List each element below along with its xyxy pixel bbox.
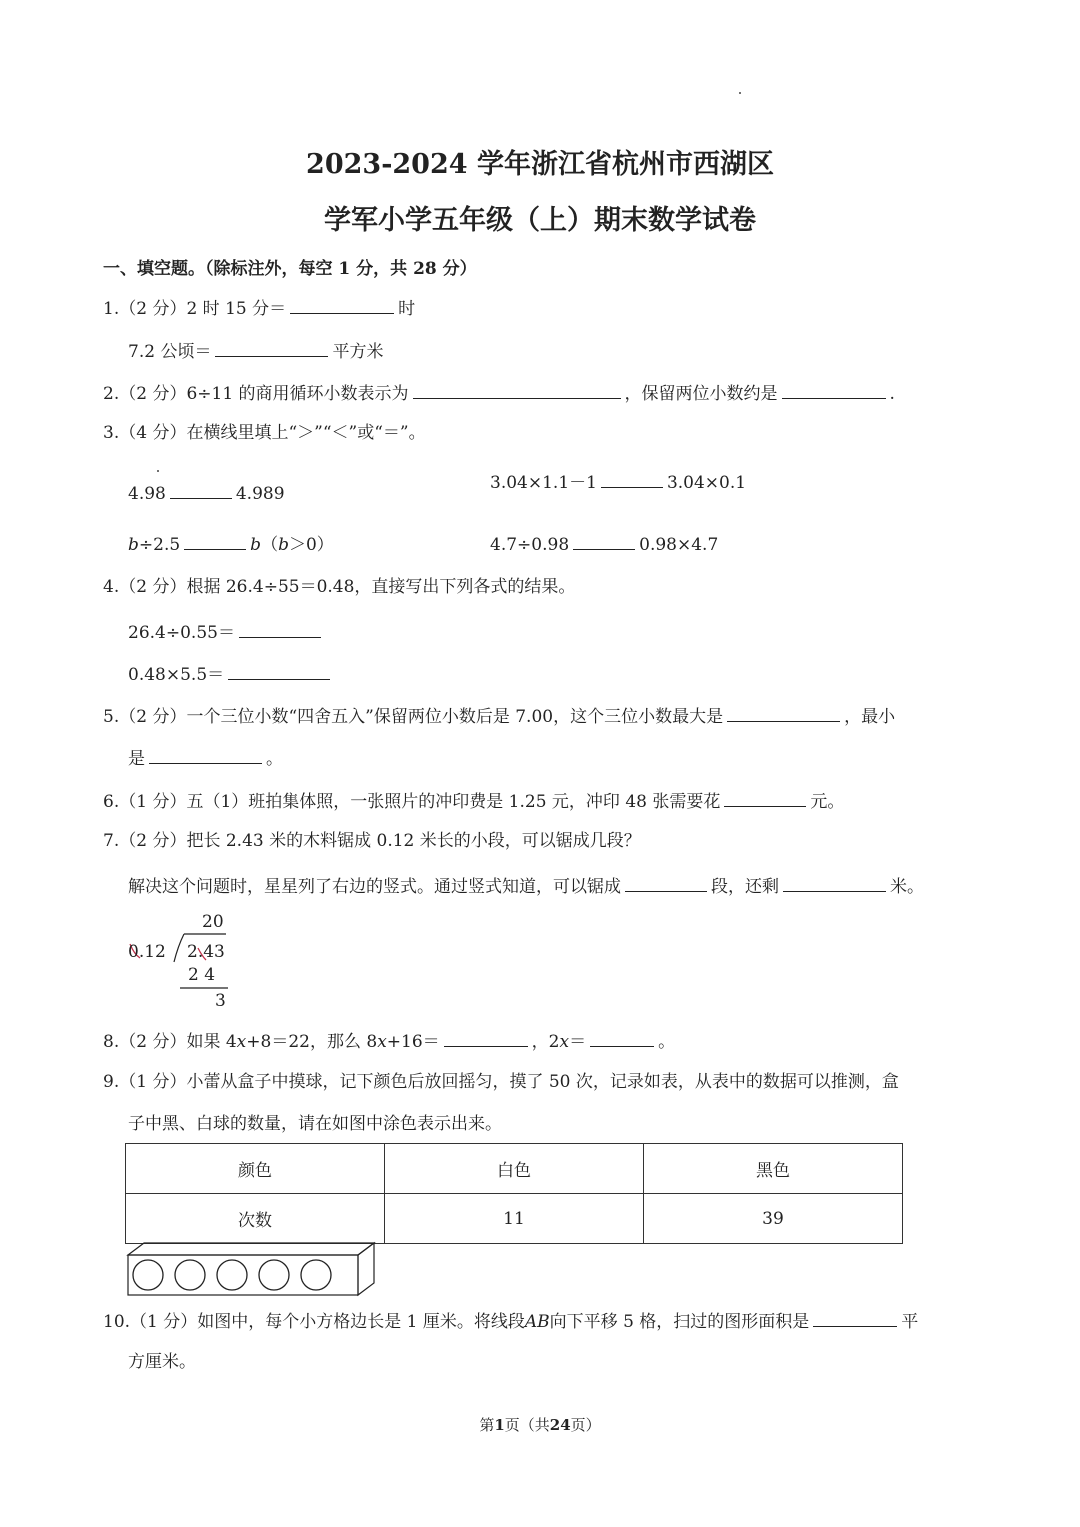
question-3-expr-1: 4.98 4.989	[128, 480, 285, 505]
total-page-number: 24	[549, 1416, 571, 1434]
table-header-cell: 颜色	[126, 1144, 385, 1194]
answer-blank[interactable]	[724, 788, 806, 807]
ball-circle[interactable]	[133, 1260, 163, 1290]
table-header-cell: 白色	[385, 1144, 644, 1194]
answer-blank[interactable]	[215, 338, 328, 357]
question-4-b: 0.48×5.5＝	[128, 661, 334, 686]
repeating-decimal-dot	[157, 470, 159, 472]
division-dividend: 2.43	[187, 942, 225, 962]
question-10-line1: 10.（1 分）如图中，每个小方格边长是 1 厘米。将线段AB向下平移 5 格，扫过的图形面积是 平	[103, 1308, 918, 1333]
question-9-line1: 9.（1 分）小蕾从盒子中摸球，记下颜色后放回摇匀，摸了 50 次，记录如表，从表中的数据可以推测，盒	[103, 1072, 899, 1092]
table-row	[126, 1194, 903, 1244]
question-9-line2: 子中黑、白球的数量，请在如图中涂色表示出来。	[128, 1114, 502, 1134]
division-remainder: 3	[215, 991, 226, 1011]
question-4-stem: 4.（2 分）根据 26.4÷55＝0.48，直接写出下列各式的结果。	[103, 577, 576, 597]
division-product: 2 4	[188, 965, 216, 985]
scan-dot	[739, 92, 741, 94]
ball-circle[interactable]	[175, 1260, 205, 1290]
question-7-line2: 解决这个问题时，星星列了右边的竖式。通过竖式知道，可以锯成 段，还剩 米。	[128, 873, 924, 898]
answer-blank[interactable]	[783, 873, 886, 892]
question-6: 6.（1 分）五（1）班拍集体照，一张照片的冲印费是 1.25 元，冲印 48 张需要花 元。	[103, 788, 844, 813]
answer-blank[interactable]	[239, 619, 321, 638]
answer-blank[interactable]	[601, 469, 663, 488]
question-3-expr-4: 4.7÷0.98 0.98×4.7	[490, 531, 718, 556]
answer-blank[interactable]	[727, 703, 840, 722]
answer-blank[interactable]	[228, 661, 330, 680]
answer-blank[interactable]	[149, 745, 262, 764]
answer-blank[interactable]	[590, 1028, 654, 1047]
answer-blank[interactable]	[170, 480, 232, 499]
question-3-expr-2: 3.04×1.1－1 3.04×0.1	[490, 469, 746, 494]
ball-circle[interactable]	[301, 1260, 331, 1290]
answer-blank[interactable]	[290, 295, 394, 314]
exam-title-line1: 2023-2024 学年浙江省杭州市西湖区	[306, 149, 774, 180]
ball-box-figure	[126, 1241, 378, 1299]
division-divisor: 0.12	[128, 942, 166, 962]
section-heading: 一、填空题。（除标注外，每空 1 分，共 28 分）	[103, 259, 477, 279]
answer-blank[interactable]	[782, 380, 886, 399]
answer-blank[interactable]	[813, 1308, 897, 1327]
answer-blank[interactable]	[413, 380, 621, 399]
ball-count-table	[125, 1143, 903, 1244]
ball-circle[interactable]	[259, 1260, 289, 1290]
table-row	[126, 1144, 903, 1194]
question-4-a: 26.4÷0.55＝	[128, 619, 325, 644]
question-7-stem: 7.（2 分）把长 2.43 米的木料锯成 0.12 米长的小段，可以锯成几段？	[103, 831, 641, 851]
question-1-a: 1.（2 分）2 时 15 分＝ 时	[103, 295, 415, 320]
answer-blank[interactable]	[444, 1028, 528, 1047]
answer-blank[interactable]	[184, 531, 246, 550]
question-1-b: 7.2 公顷＝ 平方米	[128, 338, 383, 363]
table-cell: 次数	[126, 1194, 385, 1244]
ball-circle[interactable]	[217, 1260, 247, 1290]
table-cell: 39	[644, 1194, 903, 1244]
division-quotient: 20	[202, 912, 224, 932]
table-cell: 11	[385, 1194, 644, 1244]
question-2: 2.（2 分）6÷11 的商用循环小数表示为 ，保留两位小数约是 .	[103, 380, 895, 405]
answer-blank[interactable]	[625, 873, 707, 892]
question-10-line2: 方厘米。	[128, 1352, 196, 1372]
current-page-number: 1	[494, 1416, 505, 1434]
table-header-cell: 黑色	[644, 1144, 903, 1194]
page-footer: 第1页（共24页）	[479, 1416, 601, 1434]
question-5-line2: 是 。	[128, 745, 283, 770]
question-8: 8.（2 分）如果 4x+8＝22，那么 8x+16＝ ，2x＝ 。	[103, 1028, 675, 1053]
exam-title-line2: 学军小学五年级（上）期末数学试卷	[324, 205, 756, 236]
question-3-expr-3: b÷2.5 b（b＞0）	[128, 531, 334, 556]
answer-blank[interactable]	[573, 531, 635, 550]
question-3-stem: 3.（4 分）在横线里填上“＞”“＜”或“＝”。	[103, 423, 426, 443]
question-5-line1: 5.（2 分）一个三位小数“四舍五入”保留两位小数后是 7.00，这个三位小数最大是 ，最小	[103, 703, 895, 728]
